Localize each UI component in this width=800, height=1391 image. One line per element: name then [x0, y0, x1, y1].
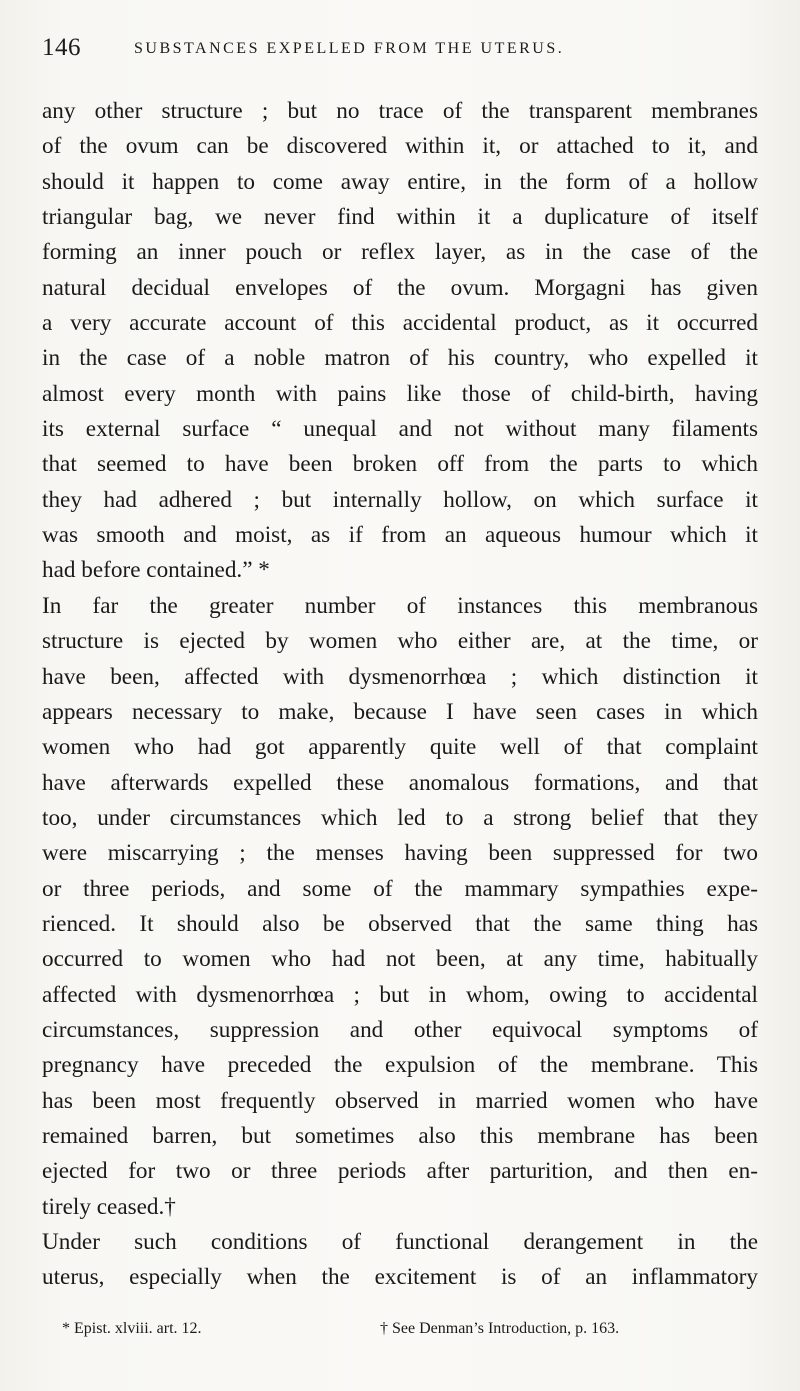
text-line: occurred to women who had not been, at any time, habitually [42, 946, 758, 973]
text-line: affected with dysmenorrhœa ; but in whom, owing to accidental [42, 981, 758, 1008]
text-line: women who had got apparently quite well of that complaint [42, 734, 758, 761]
text-line: uterus, especially when the excitement is of an inflammatory [42, 1264, 758, 1291]
body-text [42, 94, 758, 1296]
text-line: any other structure ; but no trace of the transparent membranes [42, 98, 758, 124]
text-line: In far the greater number of instances this membranous [42, 592, 758, 619]
text-line: was smooth and moist, as if from an aqueous humour which it [42, 522, 758, 549]
page-number: 146 [42, 34, 81, 61]
text-line: forming an inner pouch or reflex layer, as in the case of the [42, 239, 758, 266]
text-line: almost every month with pains like those of child-birth, having [42, 380, 758, 407]
text-line: appears necessary to make, because I have seen cases in which [42, 698, 758, 725]
footnotes [62, 1320, 752, 1344]
text-line: pregnancy have preceded the expulsion of the membrane. This [42, 1052, 758, 1079]
running-head: SUBSTANCES EXPELLED FROM THE UTERUS. [134, 40, 565, 57]
text-line: its external surface “ unequal and not without many filaments [42, 416, 758, 443]
text-line: tirely ceased.† [42, 1193, 176, 1220]
text-line: or three periods, and some of the mammary sympathies expe- [42, 875, 758, 902]
text-line: ejected for two or three periods after parturition, and then en- [42, 1158, 758, 1185]
text-line: has been most frequently observed in married women who have [42, 1087, 758, 1114]
text-line: have been, affected with dysmenorrhœa ; which distinction it [42, 663, 758, 690]
text-line: triangular bag, we never find within it a duplicature of itself [42, 204, 758, 231]
text-line: rienced. It should also be observed that the same thing has [42, 910, 758, 937]
text-line: that seemed to have been broken off from the parts to which [42, 451, 758, 478]
text-line: have afterwards expelled these anomalous formations, and that [42, 769, 758, 796]
text-line: had before contained.” * [42, 557, 270, 584]
text-line: circumstances, suppression and other equivocal symptoms of [42, 1016, 758, 1043]
text-line: of the ovum can be discovered within it, or attached to it, and [42, 133, 758, 160]
text-line: natural decidual envelopes of the ovum. Morgagni has given [42, 274, 758, 301]
text-line: a very accurate account of this accidental product, as it occurred [42, 310, 758, 337]
text-line: should it happen to come away entire, in the form of a hollow [42, 168, 758, 195]
text-line: in the case of a noble matron of his country, who expelled it [42, 345, 758, 372]
text-line: too, under circumstances which led to a strong belief that they [42, 804, 758, 831]
text-line: structure is ejected by women who either are, at the time, or [42, 628, 758, 655]
text-line: remained barren, but sometimes also this membrane has been [42, 1122, 758, 1149]
text-line: they had adhered ; but internally hollow, on which surface it [42, 486, 758, 513]
footnote-asterisk: * Epist. xlviii. art. 12. [62, 1320, 202, 1337]
footnote-dagger: † See Denman’s Introduction, p. 163. [380, 1320, 620, 1337]
text-line: Under such conditions of functional derangement in the [42, 1229, 758, 1255]
text-line: were miscarrying ; the menses having been suppressed for two [42, 840, 758, 867]
page-header [42, 34, 760, 66]
